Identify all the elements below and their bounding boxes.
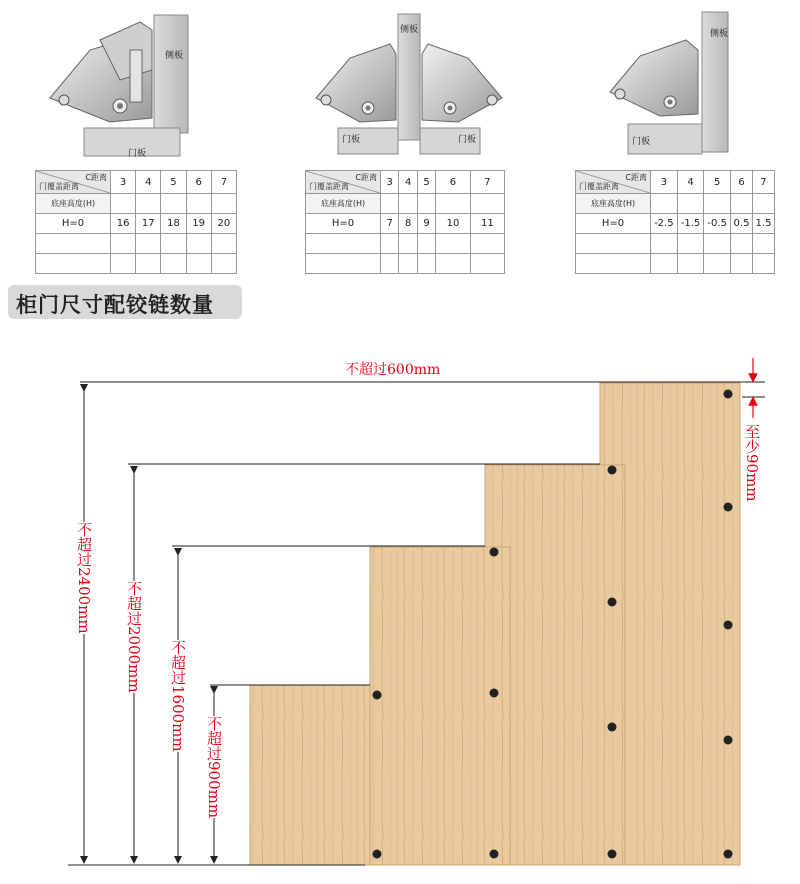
table-cell: 8 [399,214,417,234]
overlay-distance-label: 门覆盖距离 [579,182,619,191]
column-header: 6 [436,171,470,194]
max-width-label: 不超过600mm [343,359,442,379]
max-height-2400-label: 不超过2400mm [75,522,93,634]
column-header: 4 [677,171,704,194]
column-header: 5 [417,171,435,194]
c-distance-label: C距离 [85,173,107,182]
row-label: H=0 [576,214,651,234]
column-header: 6 [186,171,211,194]
table-header-cell [306,171,381,194]
min-distance-label: 至少90mm [743,424,761,502]
table-cell: 18 [161,214,186,234]
column-header: 5 [704,171,731,194]
overlay-distance-label: 门覆盖距离 [309,182,349,191]
column-header: 4 [136,171,161,194]
table-cell: -1.5 [677,214,704,234]
table-cell: 20 [211,214,236,234]
row-label: H=0 [36,214,111,234]
door-panel-label-left: 门板 [342,135,361,145]
table-header-cell [576,171,651,194]
table-cell: 16 [111,214,136,234]
table-cell: -2.5 [651,214,678,234]
column-header: 5 [161,171,186,194]
table-cell: -0.5 [704,214,731,234]
table-cell: 9 [417,214,435,234]
column-header: 6 [731,171,753,194]
door-panel-label-right: 门板 [458,135,477,145]
door-size-diagram [0,340,800,884]
table-cell: 7 [381,214,399,234]
c-distance-label: C距离 [625,173,647,182]
column-header: 3 [381,171,399,194]
column-header: 7 [211,171,236,194]
column-header: 4 [399,171,417,194]
column-header: 3 [111,171,136,194]
table-cell: 11 [470,214,504,234]
table-cell: 0.5 [731,214,753,234]
table-cell: 1.5 [752,214,774,234]
side-panel-label: 侧板 [400,25,419,35]
row-header: 底座高度(H) [306,194,381,214]
row-header: 底座高度(H) [36,194,111,214]
table-cell: 17 [136,214,161,234]
table-cell: 10 [436,214,470,234]
max-height-2000-label: 不超过2000mm [125,581,143,693]
max-height-1600-label: 不超过1600mm [169,640,187,752]
column-header: 7 [752,171,774,194]
section-title: 柜门尺寸配铰链数量 [16,293,214,317]
column-header: 7 [470,171,504,194]
max-height-900-label: 不超过900mm [205,716,223,819]
row-header: 底座高度(H) [576,194,651,214]
c-distance-label: C距离 [355,173,377,182]
row-label: H=0 [306,214,381,234]
overlay-table-3 [575,170,775,274]
table-header-cell [36,171,111,194]
door-panel-label: 门板 [128,149,147,159]
table-cell: 19 [186,214,211,234]
column-header: 3 [651,171,678,194]
door-panel-900 [250,685,370,865]
overlay-distance-label: 门覆盖距离 [39,182,79,191]
side-panel-label: 侧板 [165,51,184,61]
hinge-illustration-1 [40,10,200,160]
door-panel-label: 门板 [632,137,651,147]
section-banner [8,285,242,319]
overlay-table-1 [35,170,237,274]
overlay-table-2 [305,170,505,274]
door-panel-1600 [370,547,510,865]
side-panel-label: 侧板 [710,29,729,39]
